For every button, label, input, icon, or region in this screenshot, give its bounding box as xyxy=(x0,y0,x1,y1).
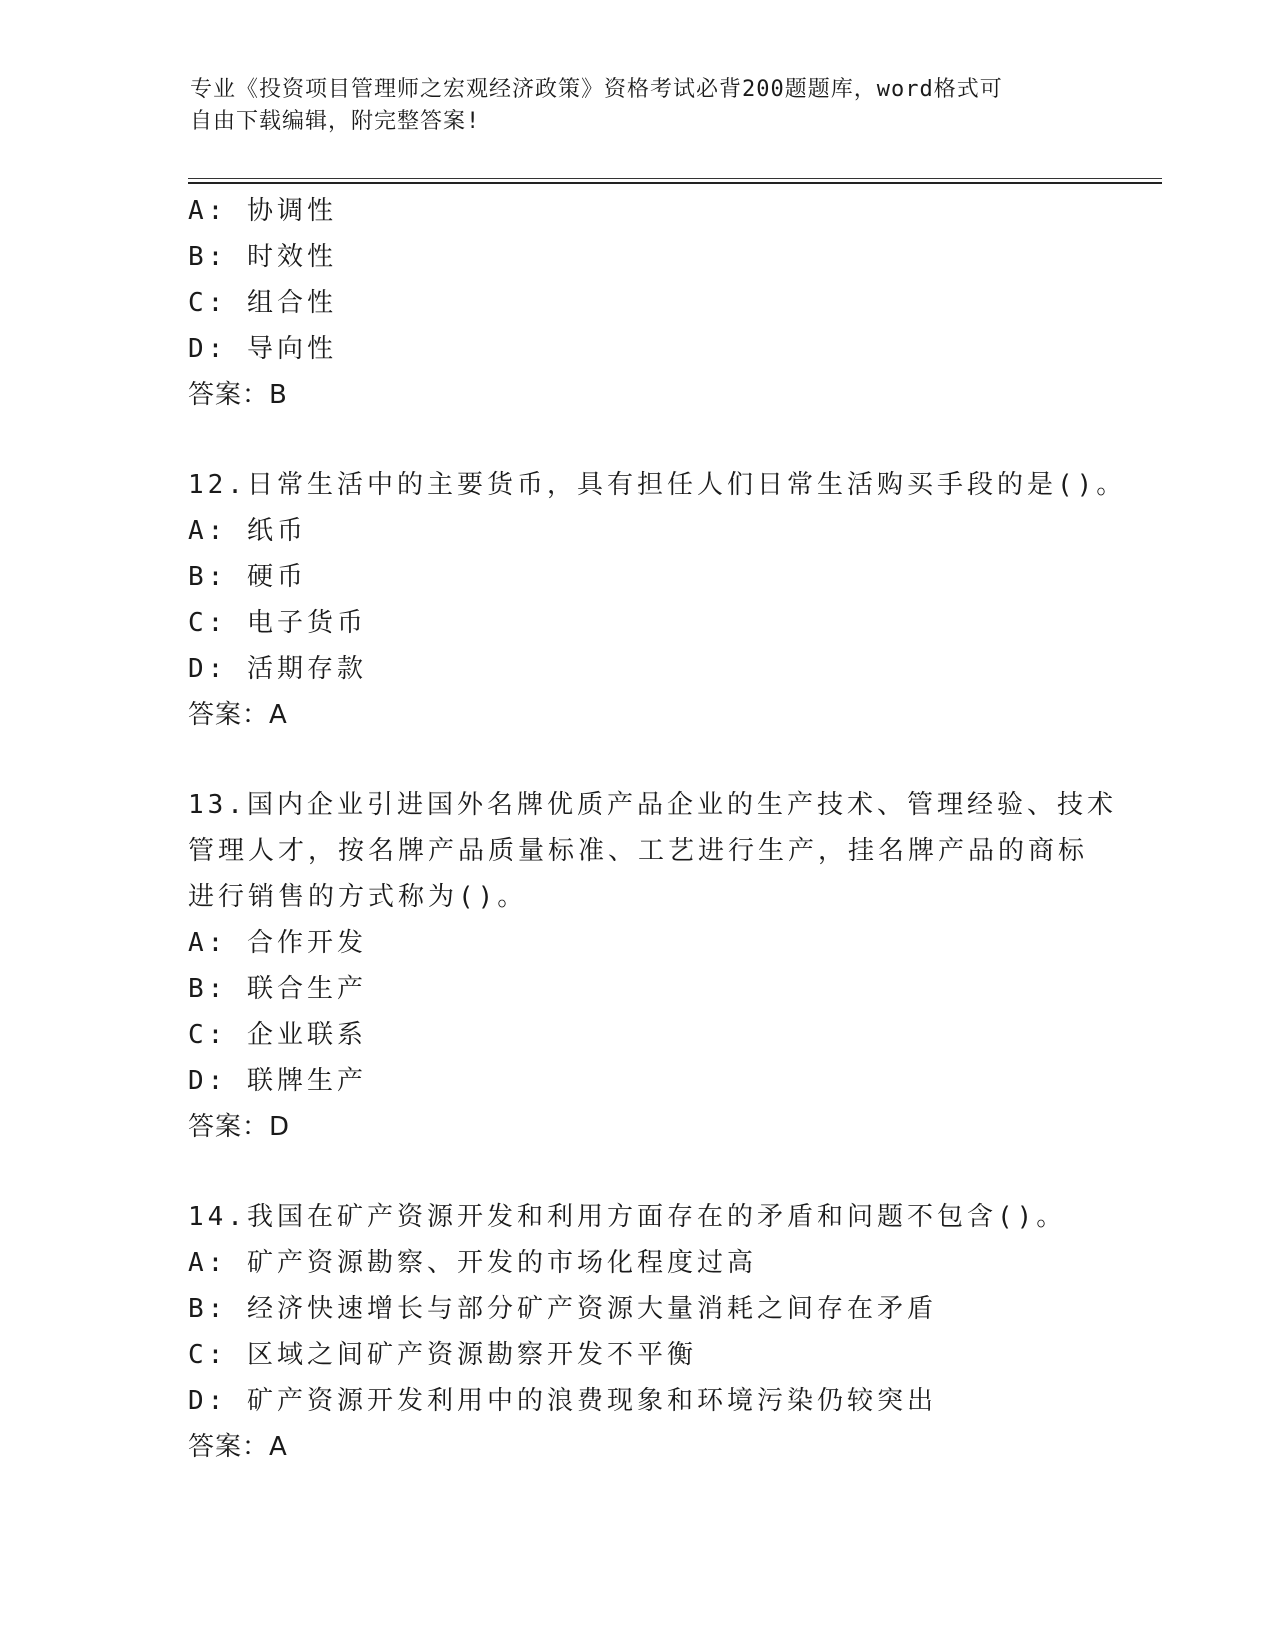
option-b: B: 经济快速增长与部分矿产资源大量消耗之间存在矛盾 xyxy=(188,1294,937,1324)
option-b: B: 时效性 xyxy=(188,242,337,272)
option-a: A: 合作开发 xyxy=(188,928,367,958)
question-text-line-3: 进行销售的方式称为()。 xyxy=(188,882,528,912)
option-c: C: 电子货币 xyxy=(188,608,367,638)
header-line-2: 自由下载编辑，附完整答案! xyxy=(190,109,481,134)
option-a: A: 协调性 xyxy=(188,196,337,226)
option-d: D: 导向性 xyxy=(188,334,337,364)
header-divider-thin xyxy=(188,178,1162,179)
question-text-line-1: 13.国内企业引进国外名牌优质产品企业的生产技术、管理经验、技术 xyxy=(188,790,1117,820)
option-c: C: 企业联系 xyxy=(188,1020,367,1050)
header-divider-thick xyxy=(188,182,1162,184)
option-d: D: 联牌生产 xyxy=(188,1066,367,1096)
option-d: D: 活期存款 xyxy=(188,654,367,684)
option-c: C: 组合性 xyxy=(188,288,337,318)
answer: 答案：A xyxy=(188,700,288,730)
answer: 答案：B xyxy=(188,380,288,410)
option-a: A: 矿产资源勘察、开发的市场化程度过高 xyxy=(188,1248,757,1278)
option-b: B: 联合生产 xyxy=(188,974,367,1004)
question-text: 14.我国在矿产资源开发和利用方面存在的矛盾和问题不包含()。 xyxy=(188,1202,1067,1232)
question-text-line-2: 管理人才，按名牌产品质量标准、工艺进行生产，挂名牌产品的商标 xyxy=(188,836,1089,866)
spacer xyxy=(188,738,1088,782)
answer: 答案：A xyxy=(188,1432,288,1462)
option-c: C: 区域之间矿产资源勘察开发不平衡 xyxy=(188,1340,697,1370)
question-12 xyxy=(188,462,1127,738)
question-list xyxy=(188,188,1127,1470)
header-line-1: 专业《投资项目管理师之宏观经济政策》资格考试必背200题题库，word格式可 xyxy=(190,77,1003,102)
question-text: 12.日常生活中的主要货币，具有担任人们日常生活购买手段的是()。 xyxy=(188,470,1127,500)
option-d: D: 矿产资源开发利用中的浪费现象和环境污染仍较突出 xyxy=(188,1386,937,1416)
question-11 xyxy=(188,188,1088,418)
option-b: B: 硬币 xyxy=(188,562,307,592)
question-13 xyxy=(188,782,1117,1150)
answer: 答案：D xyxy=(188,1112,291,1142)
page-header xyxy=(190,74,1090,138)
spacer xyxy=(188,1150,1088,1194)
spacer xyxy=(188,418,1088,462)
question-14 xyxy=(188,1194,1088,1470)
option-a: A: 纸币 xyxy=(188,516,307,546)
